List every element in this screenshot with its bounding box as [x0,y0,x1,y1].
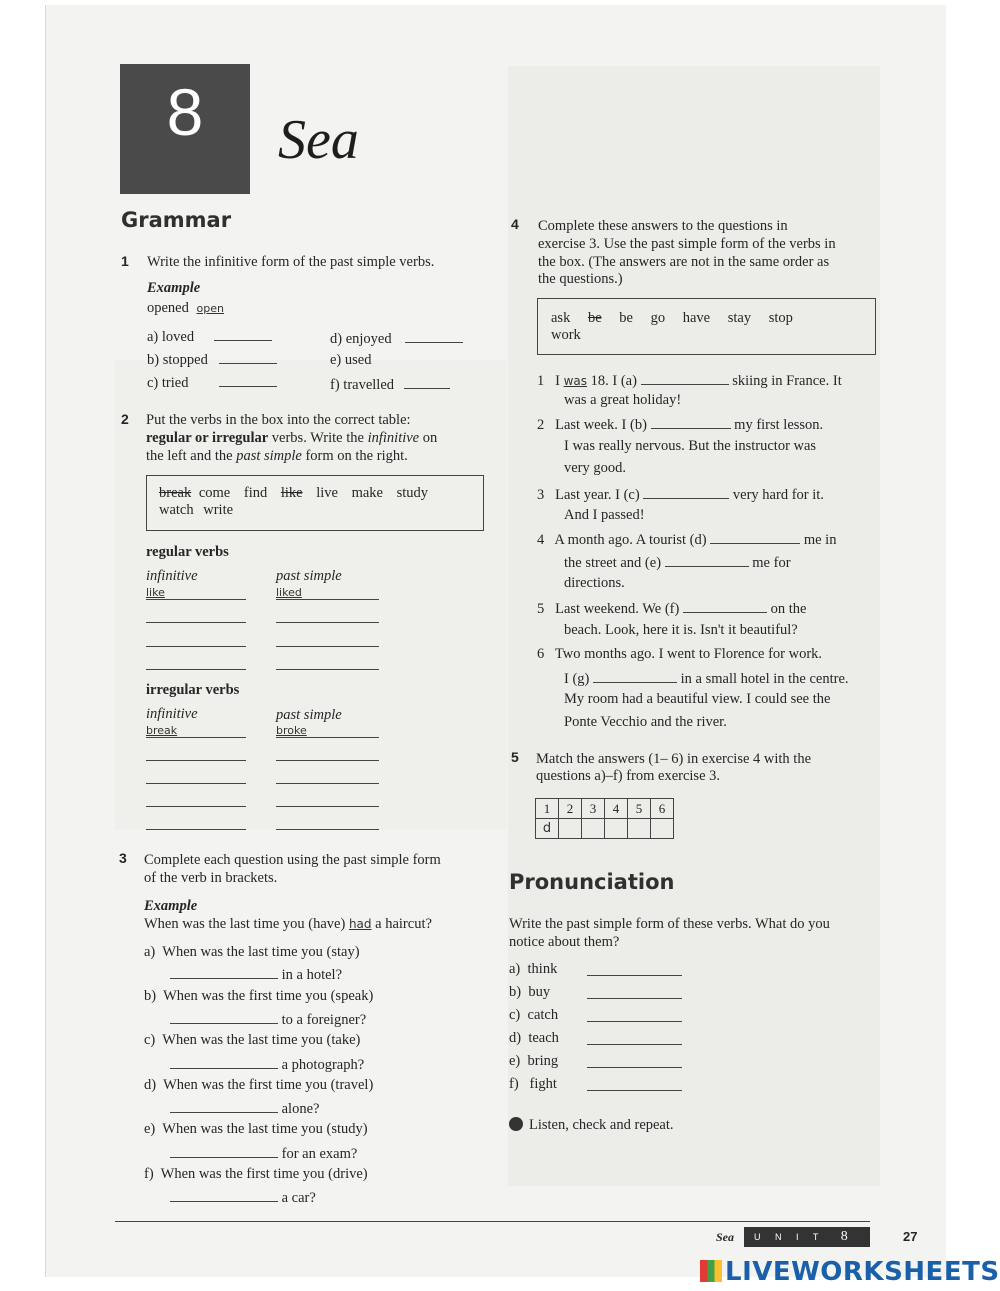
ex3-item-f-answer: a car? [170,1187,316,1207]
ex5-answer-1[interactable]: d [536,819,559,839]
regular-inf-line-2[interactable] [146,622,246,623]
pron-item-d: d) teach [509,1030,559,1046]
ex4-item-4: 4 A month ago. A tourist (d) me in [537,529,836,549]
irregular-past-line-2[interactable] [276,760,379,761]
ex2-line1: Put the verbs in the box into the correct table: [146,412,411,428]
ex4-line4: the questions.) [538,271,623,287]
ex1-item-d: d) enjoyed [330,328,463,348]
irregular-inf-line-4[interactable] [146,806,246,807]
pronunciation-line1: Write the past simple form of these verbs. What do you [509,916,830,932]
regular-col-infinitive: infinitive [146,568,198,584]
ex4-line3: the box. (The answers are not in the same order as [538,254,830,270]
pronunciation-heading: Pronunciation [509,870,675,894]
ex5-number: 5 [511,749,519,765]
ex1-example-answer: open [196,302,224,315]
pron-answer-e[interactable] [587,1067,682,1068]
ex2-box-words-row2: watch write [159,502,234,518]
ex3-item-d-answer: alone? [170,1098,319,1118]
ex1-item-c: c) tried [147,372,277,392]
footer-section: Sea [716,1230,734,1244]
irregular-inf-line-5[interactable] [146,829,246,830]
ex3-example: When was the last time you (have) had a haircut? [144,916,432,932]
pron-answer-d[interactable] [587,1044,682,1045]
pron-item-f: f) fight [509,1076,557,1092]
ex5-answer-4[interactable] [605,819,628,839]
ex3-item-b: b) When was the first time you (speak) [144,988,374,1004]
ex4-line2: exercise 3. Use the past simple form of the verbs in [538,236,836,252]
chapter-title: Sea [278,109,359,171]
irregular-past-line-4[interactable] [276,806,379,807]
chapter-number: 8 [120,64,250,194]
regular-inf-line-3[interactable] [146,646,246,647]
ex3-answer-a[interactable] [170,964,278,979]
regular-past-line-4[interactable] [276,669,379,670]
ex3-item-b-answer: to a foreigner? [170,1009,366,1029]
ex1-answer-a[interactable] [214,326,272,341]
ex4-item-3-line2: And I passed! [564,507,645,523]
irregular-verbs-title: irregular verbs [146,682,240,698]
ex3-answer-e[interactable] [170,1143,278,1158]
ex4-item-4-line3: directions. [564,575,625,591]
regular-verbs-title: regular verbs [146,544,229,560]
ex4-answer-g[interactable] [593,668,677,683]
regular-col-past: past simple [276,568,342,584]
ex5-answer-3[interactable] [582,819,605,839]
ex4-answer-c[interactable] [643,484,729,499]
ex3-item-d: d) When was the first time you (travel) [144,1077,374,1093]
irregular-col-past: past simple [276,707,342,723]
irregular-past-line-5[interactable] [276,829,379,830]
ex3-example-label: Example [144,898,198,914]
ex5-answer-5[interactable] [628,819,651,839]
liveworksheets-logo: LIVEWORKSHEETS [700,1257,1000,1287]
ex2-number: 2 [121,411,129,427]
ex4-item-4-line2: the street and (e) me for [564,552,791,572]
ex1-instruction: Write the infinitive form of the past simple verbs. [147,254,435,270]
ex4-box-words-row1: ask be be go have stay stop [551,310,793,326]
ex1-number: 1 [121,253,129,269]
ex4-item-5: 5 Last weekend. We (f) on the [537,598,806,618]
ex1-item-f: f) travelled [330,374,450,394]
ex2-box-words-row1: break come find like live make study [159,485,429,501]
irregular-col-infinitive: infinitive [146,706,198,722]
pronunciation-line2: notice about them? [509,934,620,950]
regular-inf-line-4[interactable] [146,669,246,670]
ex4-answer-e[interactable] [665,552,749,567]
ex4-item-2-line3: very good. [564,460,627,476]
ex4-item-6-line2: I (g) in a small hotel in the centre. [564,668,849,688]
ex4-item-6: 6 Two months ago. I went to Florence for work. [537,646,823,662]
ex1-answer-b[interactable] [219,349,277,364]
ex4-number: 4 [511,216,519,232]
ex3-item-c: c) When was the last time you (take) [144,1032,361,1048]
ex3-line1: Complete each question using the past simple form [144,852,441,868]
ex1-item-e: e) used [330,352,372,368]
pron-answer-c[interactable] [587,1021,682,1022]
ex5-header-4: 4 [605,799,628,819]
ex4-answer-a[interactable] [641,370,729,385]
irregular-example-inf: break [146,724,178,737]
pron-item-b: b) buy [509,984,551,1000]
footer-rule [115,1221,870,1222]
regular-example-inf: like [146,586,165,599]
pron-answer-a[interactable] [587,975,682,976]
ex5-header-6: 6 [651,799,674,819]
ex4-item-6-line3: My room had a beautiful view. I could see the [564,691,831,707]
ex4-item-1-line2: was a great holiday! [564,392,682,408]
ex4-line1: Complete these answers to the questions in [538,218,788,234]
ex5-line2: questions a)–f) from exercise 3. [536,768,721,784]
ex3-item-a: a) When was the last time you (stay) [144,944,360,960]
ex1-item-a: a) loved [147,326,272,346]
ex5-header-2: 2 [559,799,582,819]
ex2-line3: the left and the past simple form on the right. [146,448,408,464]
ex4-item-1: 1 I was 18. I (a) skiing in France. It [537,370,842,390]
ex4-answer-f[interactable] [683,598,767,613]
pron-item-c: c) catch [509,1007,559,1023]
ex3-line2: of the verb in brackets. [144,870,278,886]
ex5-match-grid [535,798,674,839]
ex1-example [147,299,224,318]
audio-icon[interactable] [509,1117,523,1131]
ex3-item-a-answer: in a hotel? [170,964,342,984]
ex4-item-2: 2 Last week. I (b) my first lesson. [537,414,823,434]
ex4-answer-b[interactable] [651,414,731,429]
listen-line: Listen, check and repeat. [509,1116,674,1134]
regular-past-line-2[interactable] [276,622,379,623]
unit-badge [744,1227,870,1247]
ex3-number: 3 [119,850,127,866]
ex1-example-word: opened [147,300,189,316]
ex5-header-3: 3 [582,799,605,819]
ex3-answer-b[interactable] [170,1009,278,1024]
ex1-answer-f[interactable] [404,374,450,389]
ex5-answer-6[interactable] [651,819,674,839]
unit-number: 8 [840,1229,848,1244]
irregular-example-past: broke [276,724,307,737]
irregular-past-line-3[interactable] [276,783,379,784]
ex1-item-b: b) stopped [147,349,277,369]
ex5-answer-2[interactable] [559,819,582,839]
regular-past-line-3[interactable] [276,646,379,647]
pron-answer-f[interactable] [587,1090,682,1091]
pron-item-e: e) bring [509,1053,559,1069]
ex4-box-words-row2: work [551,327,581,343]
ex4-item-6-line4: Ponte Vecchio and the river. [564,714,727,730]
ex3-answer-c[interactable] [170,1054,278,1069]
liveworksheets-icon [700,1260,722,1282]
ex1-answer-d[interactable] [405,328,463,343]
ex5-header-5: 5 [628,799,651,819]
ex4-item-5-line2: beach. Look, here it is. Isn't it beautiful? [564,622,798,638]
ex1-answer-c[interactable] [219,372,277,387]
ex4-item-2-line2: I was really nervous. But the instructor was [564,438,817,454]
ex4-item-3: 3 Last year. I (c) very hard for it. [537,484,824,504]
ex2-line2: regular or irregular verbs. Write the infinitive on [146,430,438,446]
regular-example-past: liked [276,586,302,599]
ex3-item-e: e) When was the last time you (study) [144,1121,368,1137]
page-number: 27 [903,1229,918,1244]
ex4-answer-d[interactable] [710,529,800,544]
unit-label: U N I T [754,1232,825,1242]
ex3-item-c-answer: a photograph? [170,1054,364,1074]
ex3-answer-f[interactable] [170,1187,278,1202]
grammar-heading: Grammar [121,208,232,232]
ex3-answer-d[interactable] [170,1098,278,1113]
irregular-inf-line-2[interactable] [146,760,246,761]
pron-answer-b[interactable] [587,998,682,999]
ex5-header-1: 1 [536,799,559,819]
ex5-line1: Match the answers (1– 6) in exercise 4 with the [536,751,812,767]
ex3-item-e-answer: for an exam? [170,1143,357,1163]
irregular-inf-line-3[interactable] [146,783,246,784]
pron-item-a: a) think [509,961,558,977]
ex1-example-label: Example [147,280,201,296]
ex3-item-f: f) When was the first time you (drive) [144,1166,368,1182]
